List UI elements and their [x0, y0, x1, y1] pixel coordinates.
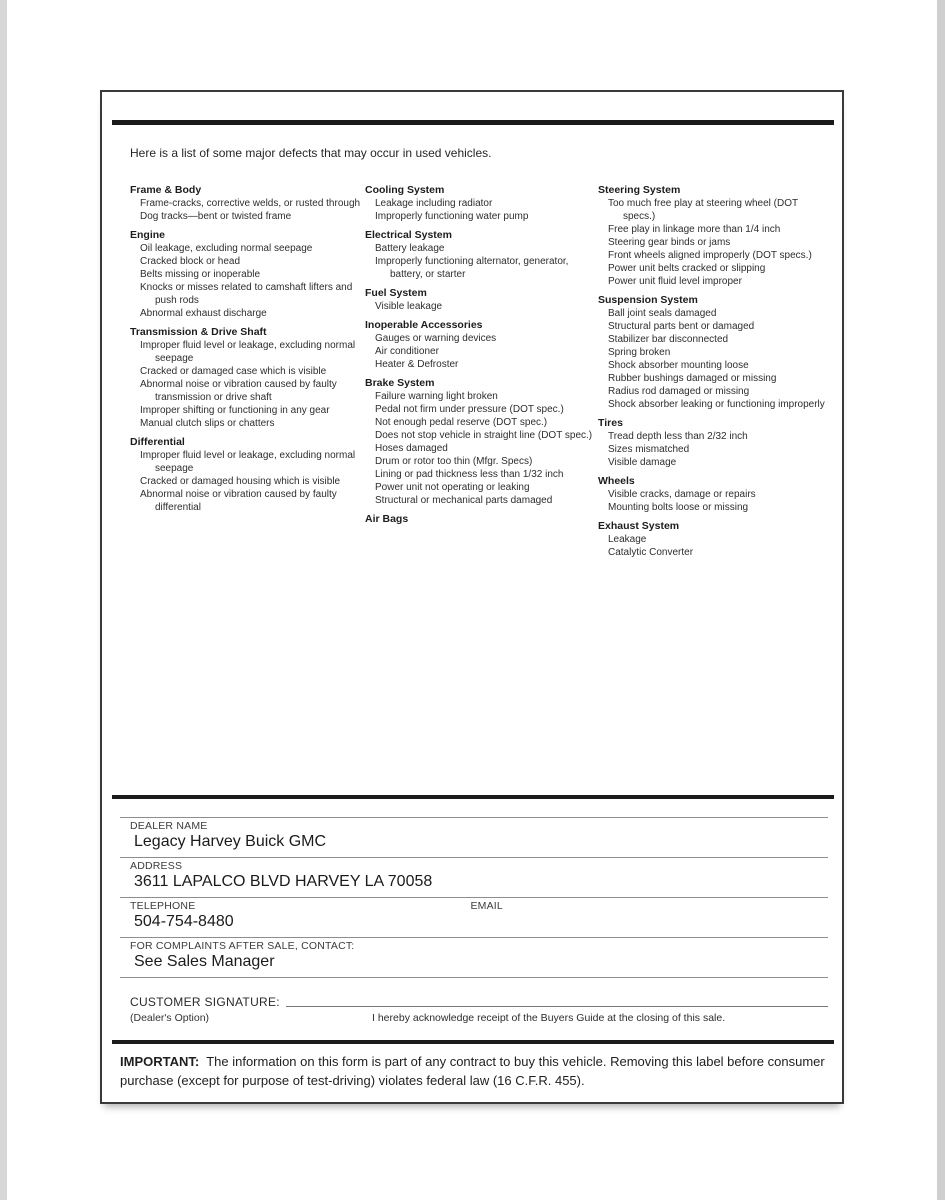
- telephone-email-field: [120, 897, 828, 937]
- defect-item: Stabilizer bar disconnected: [608, 334, 729, 345]
- defect-item: Catalytic Converter: [608, 547, 694, 558]
- dealer-name-label: DEALER NAME: [130, 820, 208, 832]
- defect-section-title: Electrical System: [365, 229, 452, 241]
- defect-item: Improper shifting or functioning in any gear: [140, 405, 330, 416]
- defect-item: Drum or rotor too thin (Mfgr. Specs): [375, 456, 533, 467]
- defects-list: [130, 184, 832, 559]
- defect-item: Front wheels aligned improperly (DOT specs.): [608, 250, 812, 261]
- defect-item: Failure warning light broken: [375, 391, 498, 402]
- defect-section-title: Fuel System: [365, 287, 427, 299]
- defect-item: Visible cracks, damage or repairs: [608, 489, 756, 500]
- address-value: 3611 LAPALCO BLVD HARVEY LA 70058: [134, 873, 433, 890]
- defect-item: Gauges or warning devices: [375, 333, 497, 344]
- defect-item: Leakage: [608, 534, 647, 545]
- defect-item: Battery leakage: [375, 243, 445, 254]
- defect-item: Hoses damaged: [375, 443, 448, 454]
- viewport-edge-right: [937, 0, 945, 1200]
- defect-item: Power unit not operating or leaking: [375, 482, 530, 493]
- top-rule: [112, 120, 834, 125]
- defect-section-title: Air Bags: [365, 513, 409, 525]
- important-section-rule: [112, 1040, 834, 1044]
- defect-item: Cracked or damaged housing which is visible: [140, 476, 341, 487]
- defect-item: Lining or pad thickness less than 1/32 inch: [375, 469, 564, 480]
- defect-section-title: Tires: [598, 417, 623, 429]
- defect-section-title: Steering System: [598, 184, 681, 196]
- dealer-name-field: [120, 817, 828, 857]
- defect-item: Sizes mismatched: [608, 444, 690, 455]
- important-notice: [120, 1052, 830, 1090]
- defect-item: Not enough pedal reserve (DOT spec.): [375, 417, 548, 428]
- defect-item: Spring broken: [608, 347, 671, 358]
- defect-section-title: Frame & Body: [130, 184, 202, 196]
- defect-section-title: Suspension System: [598, 294, 698, 306]
- defect-item: Abnormal noise or vibration caused by faulty differential: [140, 489, 337, 513]
- defect-item: Improperly functioning water pump: [375, 211, 529, 222]
- defect-item: Too much free play at steering wheel (DOT specs.): [608, 198, 798, 222]
- signature-line: [286, 1005, 828, 1007]
- defect-section-title: Wheels: [598, 475, 635, 487]
- defect-item: Mounting bolts loose or missing: [608, 502, 749, 513]
- defect-item: Improper fluid level or leakage, excluding normal seepage: [140, 340, 356, 364]
- defect-item: Radius rod damaged or missing: [608, 386, 750, 397]
- defect-section-title: Engine: [130, 229, 166, 241]
- defect-item: Improperly functioning alternator, generator, battery, or starter: [375, 256, 569, 280]
- defect-item: Power unit belts cracked or slipping: [608, 263, 766, 274]
- defect-item: Rubber bushings damaged or missing: [608, 373, 777, 384]
- important-label: IMPORTANT:: [120, 1054, 200, 1069]
- dealer-form: [120, 817, 828, 978]
- defect-section-title: Inoperable Accessories: [365, 319, 483, 331]
- dealer-section-rule: [112, 795, 834, 799]
- defect-item: Manual clutch slips or chatters: [140, 418, 275, 429]
- signature-acknowledgement: I hereby acknowledge receipt of the Buyers Guide at the closing of this sale.: [372, 1012, 726, 1024]
- address-label: ADDRESS: [130, 860, 183, 872]
- address-field: [120, 857, 828, 897]
- complaints-field: [120, 937, 828, 977]
- telephone-field: [120, 898, 470, 937]
- defect-item: Heater & Defroster: [375, 359, 459, 370]
- defect-item: Visible leakage: [375, 301, 443, 312]
- dealers-option-note: (Dealer's Option): [130, 1012, 210, 1024]
- defect-item: Structural parts bent or damaged: [608, 321, 755, 332]
- email-field: [470, 898, 828, 937]
- customer-signature-label: CUSTOMER SIGNATURE:: [130, 995, 280, 1009]
- defect-item: Free play in linkage more than 1/4 inch: [608, 224, 781, 235]
- defect-item: Belts missing or inoperable: [140, 269, 261, 280]
- defect-item: Ball joint seals damaged: [608, 308, 717, 319]
- defect-item: Power unit fluid level improper: [608, 276, 742, 287]
- defect-item: Tread depth less than 2/32 inch: [608, 431, 748, 442]
- defect-item: Cracked or damaged case which is visible: [140, 366, 327, 377]
- viewport-edge-left: [0, 0, 7, 1200]
- defect-item: Abnormal noise or vibration caused by faulty transmission or drive shaft: [140, 379, 337, 403]
- defect-item: Leakage including radiator: [375, 198, 493, 209]
- defect-section-title: Cooling System: [365, 184, 445, 196]
- defect-item: Pedal not firm under pressure (DOT spec.): [375, 404, 564, 415]
- defect-item: Cracked block or head: [140, 256, 241, 267]
- defect-item: Oil leakage, excluding normal seepage: [140, 243, 313, 254]
- defect-section-title: Exhaust System: [598, 520, 680, 532]
- defect-section-title: Transmission & Drive Shaft: [130, 326, 267, 338]
- intro-text: Here is a list of some major defects that may occur in used vehicles.: [130, 146, 492, 160]
- defect-item: Shock absorber mounting loose: [608, 360, 749, 371]
- defect-column-2: [365, 184, 598, 559]
- email-label: EMAIL: [470, 900, 503, 912]
- defect-item: Visible damage: [608, 457, 677, 468]
- telephone-label: TELEPHONE: [130, 900, 196, 912]
- telephone-value: 504-754-8480: [134, 913, 234, 930]
- defect-item: Dog tracks—bent or twisted frame: [140, 211, 292, 222]
- important-text: The information on this form is part of any contract to buy this vehicle. Removing this label before consumer purchase (except for purpose of test-driving) violates federal law (16 C.F.R. 455).: [120, 1054, 825, 1088]
- defect-item: Does not stop vehicle in straight line (DOT spec.): [375, 430, 593, 441]
- complaints-label: FOR COMPLAINTS AFTER SALE, CONTACT:: [130, 940, 355, 952]
- defect-item: Improper fluid level or leakage, excluding normal seepage: [140, 450, 356, 474]
- defect-item: Knocks or misses related to camshaft lifters and push rods: [140, 282, 353, 306]
- complaints-value: See Sales Manager: [134, 953, 275, 970]
- buyers-guide-page: [100, 90, 844, 1104]
- defect-column-1: [130, 184, 365, 559]
- defect-item: Abnormal exhaust discharge: [140, 308, 267, 319]
- defect-item: Steering gear binds or jams: [608, 237, 731, 248]
- dealer-name-value: Legacy Harvey Buick GMC: [134, 833, 327, 850]
- defect-item: Frame-cracks, corrective welds, or rusted through: [140, 198, 361, 209]
- defect-column-3: [598, 184, 832, 559]
- defect-item: Shock absorber leaking or functioning improperly: [608, 399, 825, 410]
- defect-item: Air conditioner: [375, 346, 439, 357]
- signature-block: [130, 995, 828, 1024]
- defect-section-title: Brake System: [365, 377, 435, 389]
- defect-section-title: Differential: [130, 436, 185, 448]
- defect-item: Structural or mechanical parts damaged: [375, 495, 553, 506]
